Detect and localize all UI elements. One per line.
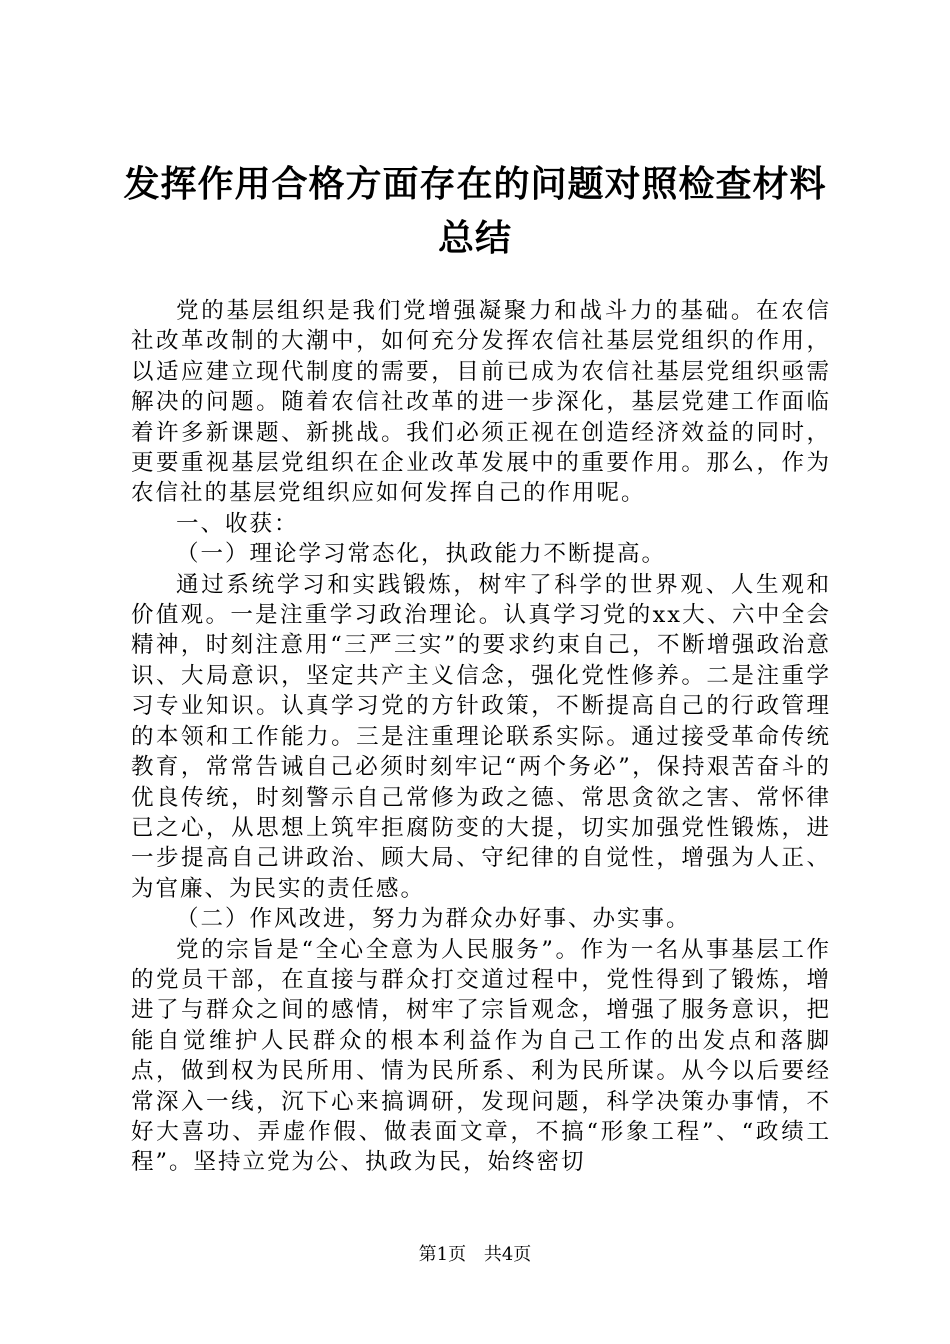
paragraph-style: 党的宗旨是“全心全意为人民服务”。作为一名从事基层工作的党员干部，在直接与群众打交道过程中，党性得到了锻炼，增进了与群众之间的感情，树牢了宗旨观念，增强了服务意识，把能自觉维护人民群众的根本利益作为自己工作的出发点和落脚点，做到权为民所用、情为民所系、利为民所谋。从今以后要经常深入一线，沉下心来搞调研，发现问题，科学决策办事情，不好大喜功、弄虚作假、做表面文章，不搞“形象工程”、“政绩工程”。坚持立党为公、执政为民，始终密切 (131, 936, 831, 1176)
paragraph-theory: 通过系统学习和实践锻炼，树牢了科学的世界观、人生观和价值观。一是注重学习政治理论。认真学习党的xx大、六中全会精神，时刻注意用“三严三实”的要求约束自己，不断增强政治意识、大局意识，坚定共产主义信念，强化党性修养。二是注重学习专业知识。认真学习党的方针政策，不断提高自己的行政管理的本领和工作能力。三是注重理论联系实际。通过接受革命传统教育，常常告诫自己必须时刻牢记“两个务必”，保持艰苦奋斗的优良传统，时刻警示自己常修为政之德、常思贪欲之害、常怀律已之心，从思想上筑牢拒腐防变的大提，切实加强党性锻炼，进一步提高自己讲政治、顾大局、守纪律的自觉性，增强为人正、为官廉、为民实的责任感。 (131, 571, 831, 902)
document-body (131, 296, 831, 1178)
subsection-heading-style: （二）作风改进，努力为群众办好事、办实事。 (176, 906, 691, 933)
page-footer (0, 1243, 950, 1267)
paragraph-intro: 党的基层组织是我们党增强凝聚力和战斗力的基础。在农信社改革改制的大潮中，如何充分发挥农信社基层党组织的作用，以适应建立现代制度的需要，目前已成为农信社基层党组织亟需解决的问题。随着农信社改革的进一步深化，基层党建工作面临着许多新课题、新挑战。我们必须正视在创造经济效益的同时，更要重视基层党组织在企业改革发展中的重要作用。那么，作为农信社的基层党组织应如何发挥自己的作用呢。 (131, 298, 831, 507)
document-title: 发挥作用合格方面存在的问题对照检查材料总结 (123, 164, 827, 259)
page-total: 共4页 (483, 1244, 532, 1265)
subsection-heading-theory: （一）理论学习常态化，执政能力不断提高。 (176, 541, 667, 568)
page-number: 第1页 (418, 1244, 467, 1265)
section-heading-harvest: 一、收获： (176, 510, 299, 537)
